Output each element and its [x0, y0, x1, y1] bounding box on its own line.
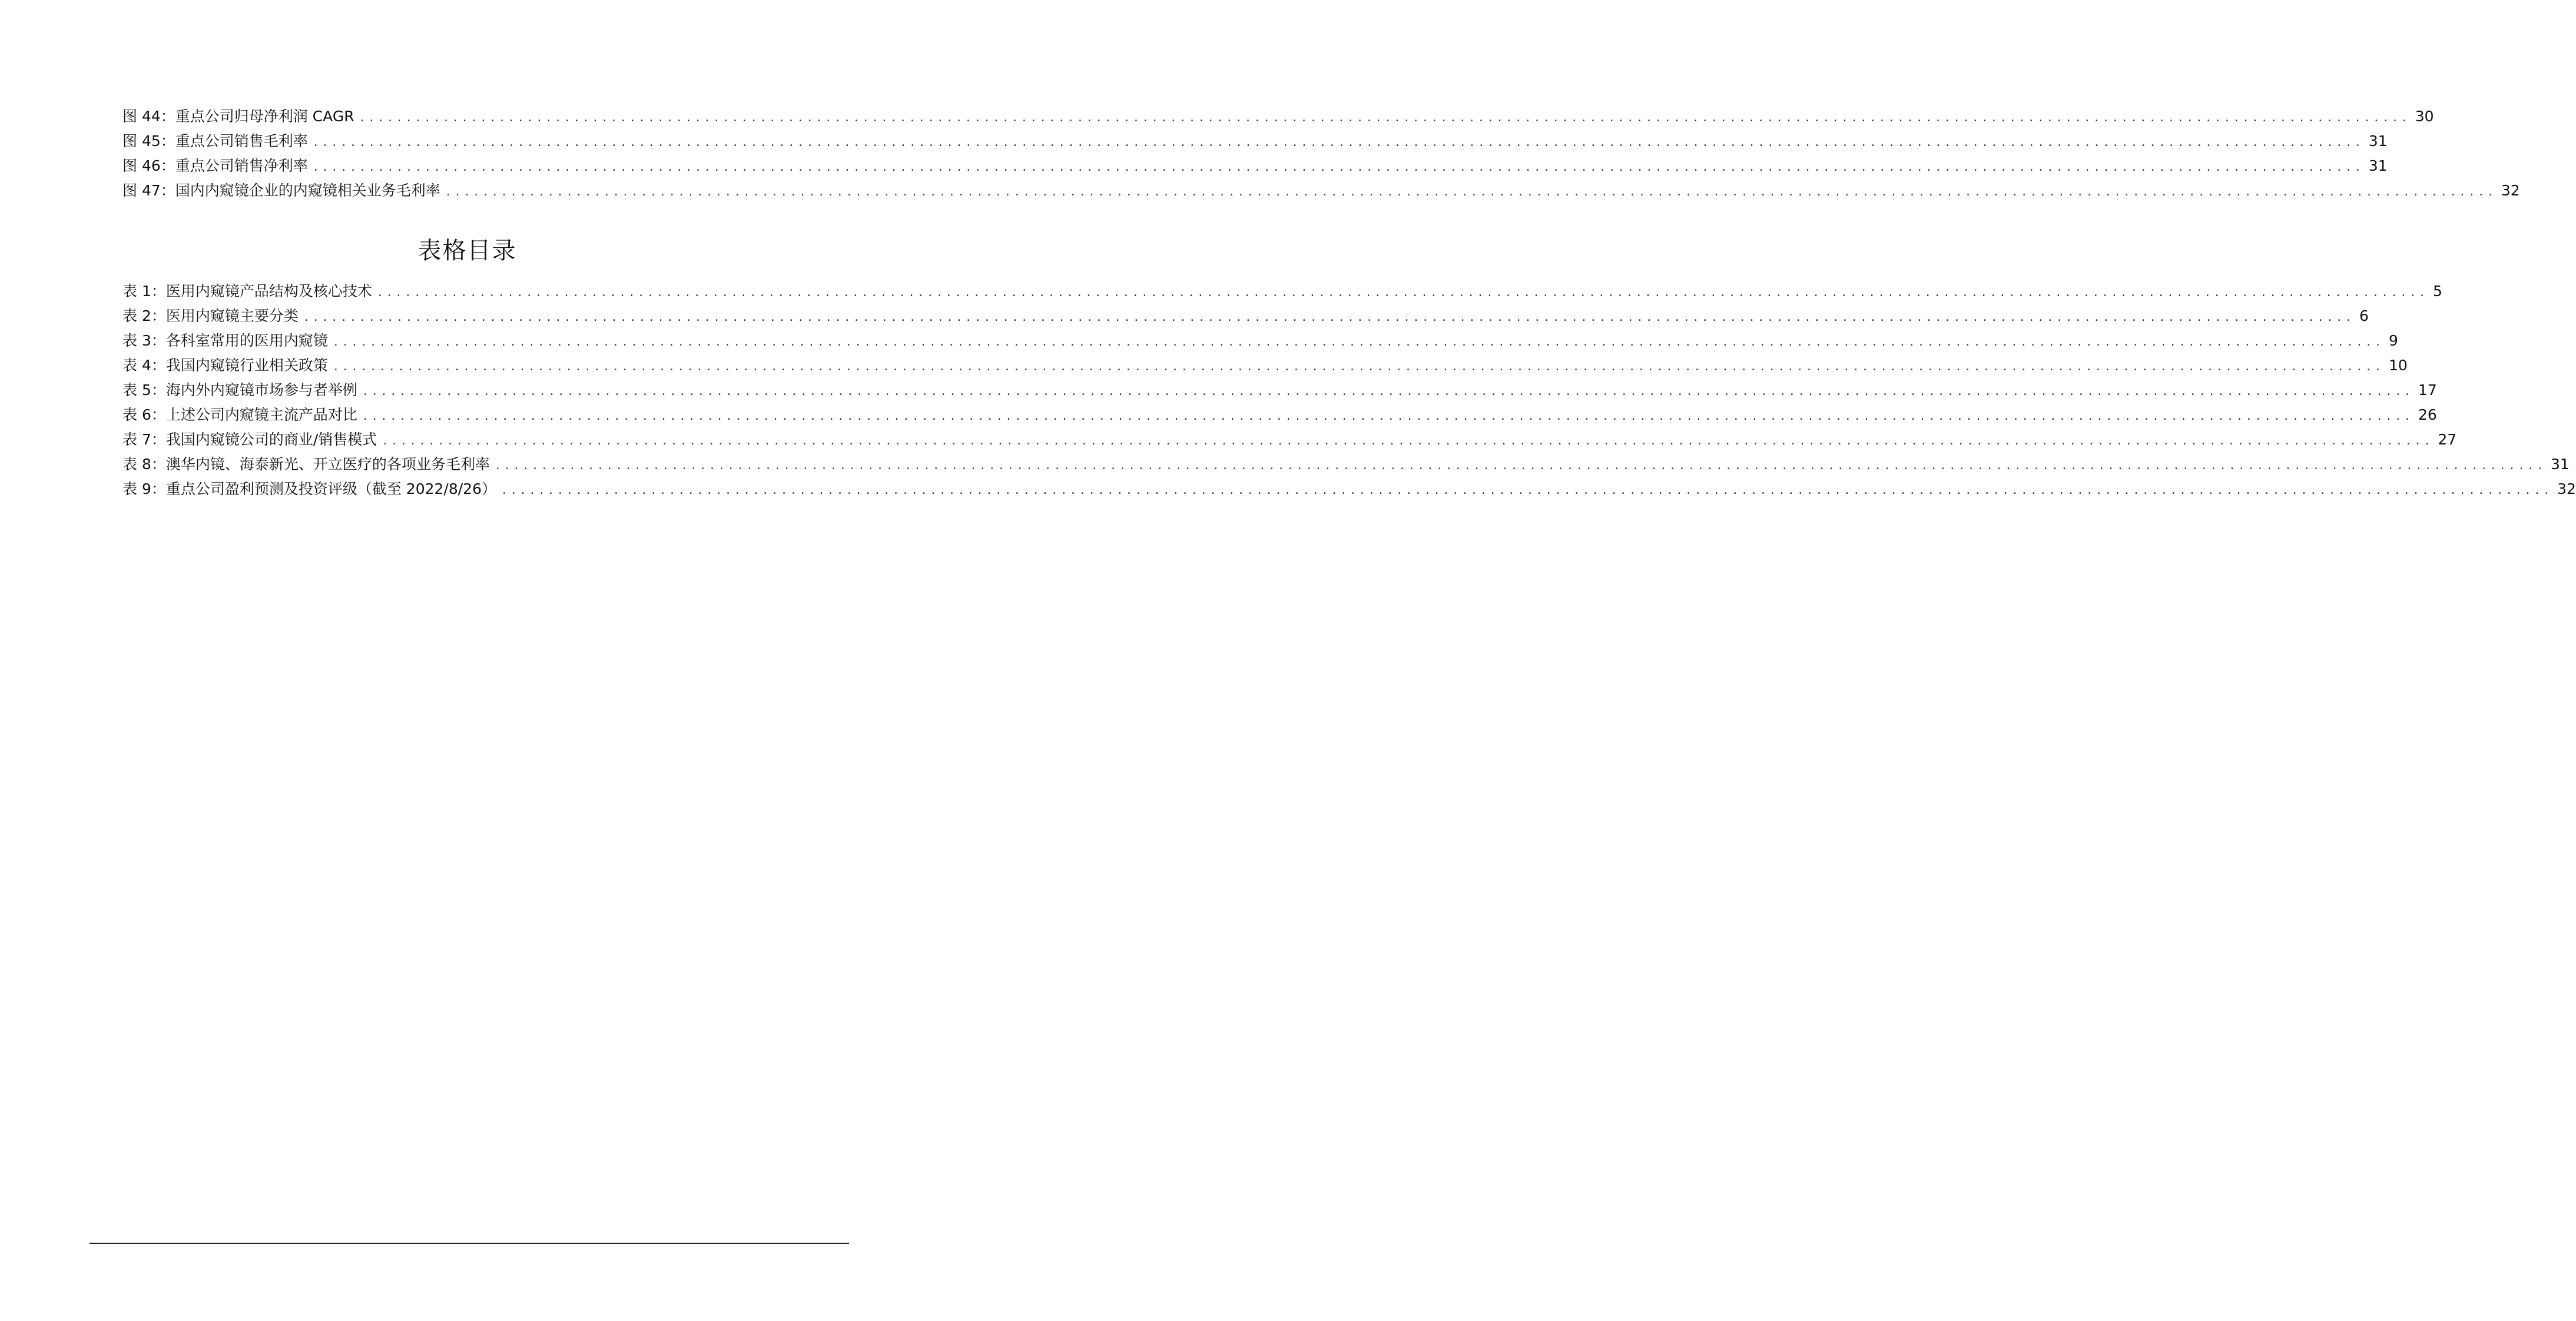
dot-leader: ............................................................................................................................................................................................................................ [382, 435, 2434, 447]
entry-label: 表 1：医用内窥镜产品结构及核心技术 [122, 283, 372, 300]
dot-leader: ............................................................................................................................................................................................................................ [332, 361, 2384, 373]
entry-page-number: 9 [2388, 332, 2398, 349]
entry-page-number: 32 [2501, 182, 2520, 199]
dot-leader: ............................................................................................................................................................................................................................ [494, 460, 2546, 472]
toc-entry-table-7[interactable] [122, 427, 2457, 452]
table-list-heading: 表格目录 [417, 237, 517, 264]
entry-page-number: 32 [2557, 480, 2576, 497]
entry-page-number: 30 [2415, 108, 2434, 125]
entry-label: 图 44：重点公司归母净利润 CAGR [122, 108, 354, 125]
entry-label: 表 7：我国内窥镜公司的商业/销售模式 [122, 431, 377, 448]
entry-label: 表 4：我国内窥镜行业相关政策 [122, 357, 328, 374]
entry-label: 表 8：澳华内镜、海泰新光、开立医疗的各项业务毛利率 [122, 456, 490, 473]
entry-page-number: 6 [2359, 307, 2369, 324]
entry-label: 表 6：上述公司内窥镜主流产品对比 [122, 406, 357, 423]
entry-label: 图 46：重点公司销售净利率 [122, 157, 308, 174]
dot-leader: ............................................................................................................................................................................................................................ [362, 386, 2413, 398]
toc-entry-figure-46[interactable] [122, 154, 2388, 178]
toc-entry-figure-47[interactable] [122, 178, 2520, 203]
table-list [122, 279, 2576, 502]
entry-page-number: 17 [2418, 381, 2437, 399]
entry-page-number: 27 [2438, 431, 2457, 448]
dot-leader: ............................................................................................................................................................................................................................ [501, 484, 2553, 497]
entry-page-number: 31 [2368, 157, 2388, 174]
entry-label: 表 3：各科室常用的医用内窥镜 [122, 332, 328, 349]
entry-label: 图 45：重点公司销售毛利率 [122, 132, 308, 150]
dot-leader: ............................................................................................................................................................................................................................ [376, 287, 2428, 299]
entry-page-number: 31 [2550, 456, 2570, 473]
toc-entry-table-4[interactable] [122, 353, 2408, 378]
toc-entry-table-5[interactable] [122, 378, 2437, 403]
dot-leader: ............................................................................................................................................................................................................................ [303, 311, 2355, 324]
entry-page-number: 26 [2418, 406, 2437, 423]
footer-divider [89, 1243, 849, 1244]
toc-entry-table-9[interactable] [122, 477, 2576, 502]
entry-label: 表 5：海内外内窥镜市场参与者举例 [122, 381, 357, 399]
dot-leader: ............................................................................................................................................................................................................................ [362, 410, 2413, 423]
entry-page-number: 5 [2432, 283, 2442, 300]
dot-leader: ............................................................................................................................................................................................................................ [312, 161, 2364, 174]
toc-entry-table-2[interactable] [122, 304, 2369, 328]
entry-label: 图 47：国内内窥镜企业的内窥镜相关业务毛利率 [122, 182, 440, 199]
toc-entry-table-8[interactable] [122, 452, 2570, 477]
toc-entry-table-1[interactable] [122, 279, 2442, 304]
entry-label: 表 9：重点公司盈利预测及投资评级（截至 2022/8/26） [122, 480, 496, 497]
figure-list [122, 104, 2520, 203]
dot-leader: ............................................................................................................................................................................................................................ [312, 137, 2364, 149]
dot-leader: ............................................................................................................................................................................................................................ [332, 336, 2384, 348]
toc-entry-figure-45[interactable] [122, 129, 2388, 154]
toc-entry-table-3[interactable] [122, 328, 2398, 353]
toc-entry-table-6[interactable] [122, 403, 2437, 427]
entry-label: 表 2：医用内窥镜主要分类 [122, 307, 299, 324]
toc-entry-figure-44[interactable] [122, 104, 2434, 129]
entry-page-number: 31 [2368, 132, 2388, 150]
dot-leader: ............................................................................................................................................................................................................................ [359, 112, 2411, 124]
entry-page-number: 10 [2388, 357, 2408, 374]
dot-leader: ............................................................................................................................................................................................................................ [445, 186, 2497, 198]
